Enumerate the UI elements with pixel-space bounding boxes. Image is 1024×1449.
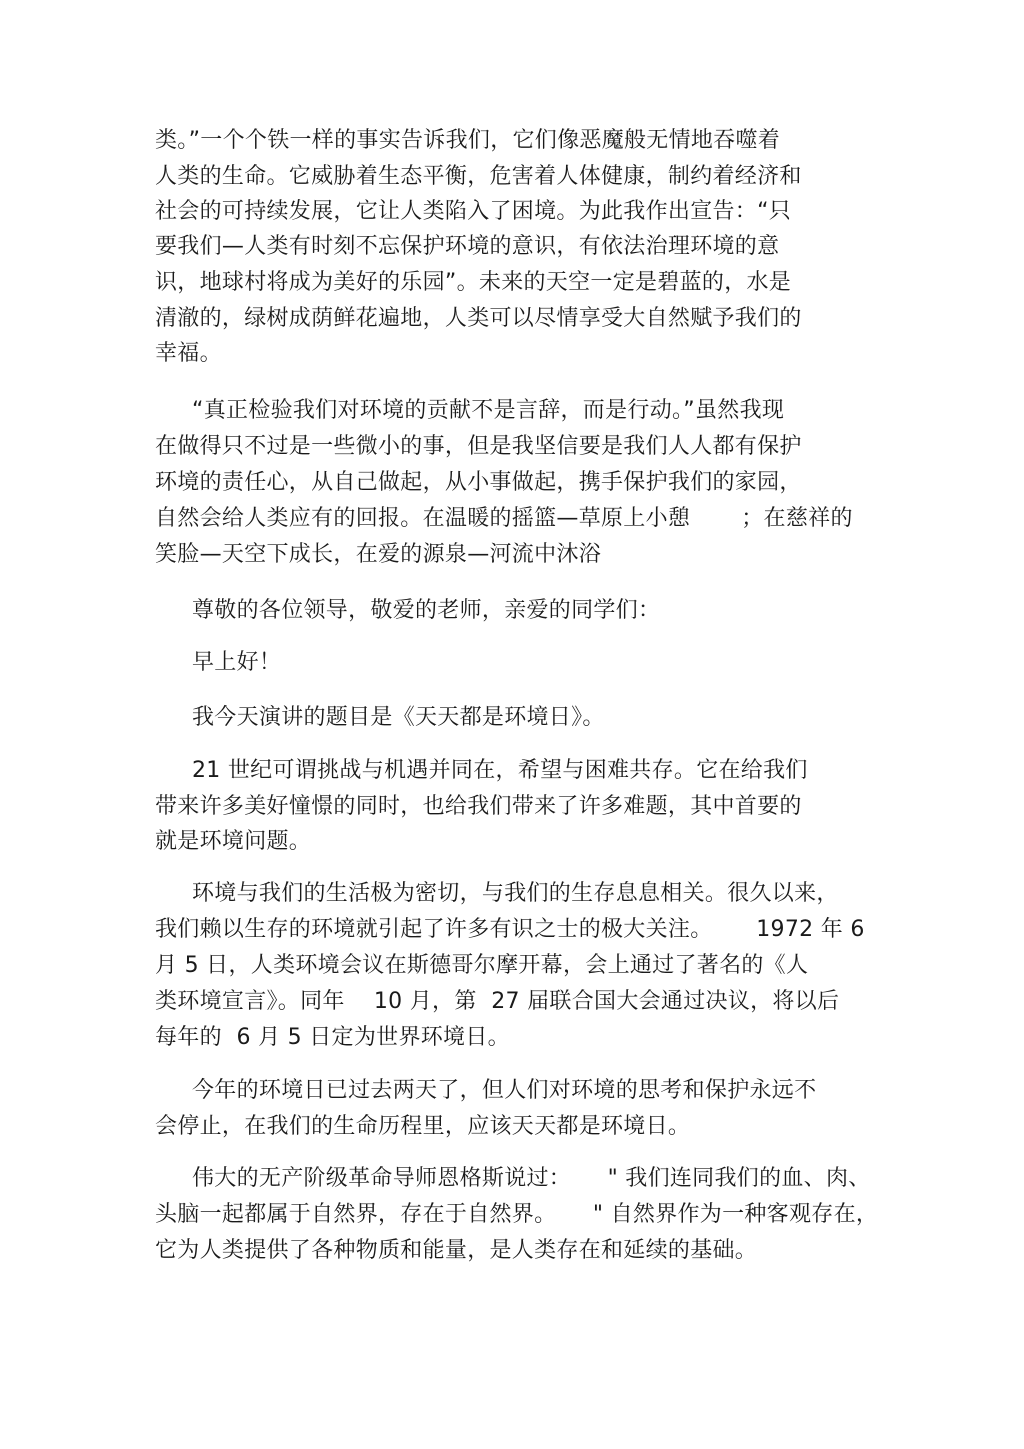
text-line: “真正检验我们对环境的贡献不是言辞，而是行动。”虽然我现: [192, 398, 785, 423]
text-line: 社会的可持续发展，它让人类陷入了困境。为此我作出宣告：“只: [155, 199, 792, 224]
text-line: 环境的责任心，从自己做起，从小事做起，携手保护我们的家园，: [155, 470, 802, 495]
text-line: 21 世纪可谓挑战与机遇并同在，希望与困难共存。它在给我们: [192, 758, 808, 783]
text-line: 伟大的无产阶级革命导师恩格斯说过： " 我们连同我们的血、肉、: [192, 1166, 871, 1191]
text-line: 自然会给人类应有的回报。在温暖的摇篮—草原上小憩 ；在慈祥的: [155, 506, 853, 531]
text-line: 我们赖以生存的环境就引起了许多有识之士的极大关注。 1972 年 6: [155, 917, 865, 942]
text-line: 识，地球村将成为美好的乐园”。未来的天空一定是碧蓝的，水是: [155, 270, 792, 295]
text-line: 今年的环境日已过去两天了，但人们对环境的思考和保护永远不: [192, 1078, 817, 1103]
text-line: 在做得只不过是一些微小的事，但是我坚信要是我们人人都有保护: [155, 434, 802, 459]
text-line: 环境与我们的生活极为密切，与我们的生存息息相关。很久以来，: [192, 881, 839, 906]
text-line: 它为人类提供了各种物质和能量，是人类存在和延续的基础。: [155, 1238, 758, 1263]
text-line: 笑脸—天空下成长，在爱的源泉—河流中沐浴: [155, 542, 602, 567]
text-line: 就是环境问题。: [155, 829, 312, 854]
salutation-line: 尊敬的各位领导，敬爱的老师，亲爱的同学们：: [192, 598, 661, 623]
text-line: 幸福。: [155, 341, 222, 366]
text-line: 人类的生命。它威胁着生态平衡，危害着人体健康，制约着经济和: [155, 164, 802, 189]
text-line: 会停止，在我们的生命历程里，应该天天都是环境日。: [155, 1114, 691, 1139]
text-line: 每年的 6 月 5 日定为世界环境日。: [155, 1025, 510, 1050]
text-line: 带来许多美好憧憬的同时，也给我们带来了许多难题，其中首要的: [155, 794, 802, 819]
text-line: 要我们—人类有时刻不忘保护环境的意识，有依法治理环境的意: [155, 234, 780, 259]
greeting-line: 早上好！: [192, 650, 282, 675]
text-line: 月 5 日，人类环境会议在斯德哥尔摩开幕，会上通过了著名的《人: [155, 953, 809, 978]
text-line: 类。”一个个铁一样的事实告诉我们，它们像恶魔般无情地吞噬着: [155, 128, 781, 153]
speech-title-line: 我今天演讲的题目是《天天都是环境日》。: [192, 705, 605, 730]
text-line: 头脑一起都属于自然界，存在于自然界。 " 自然界作为一种客观存在，: [155, 1202, 879, 1227]
text-line: 清澈的，绿树成荫鲜花遍地，人类可以尽情享受大自然赋予我们的: [155, 306, 802, 331]
text-line: 类环境宣言》。同年 10 月，第 27 届联合国大会通过决议，将以后: [155, 989, 840, 1014]
